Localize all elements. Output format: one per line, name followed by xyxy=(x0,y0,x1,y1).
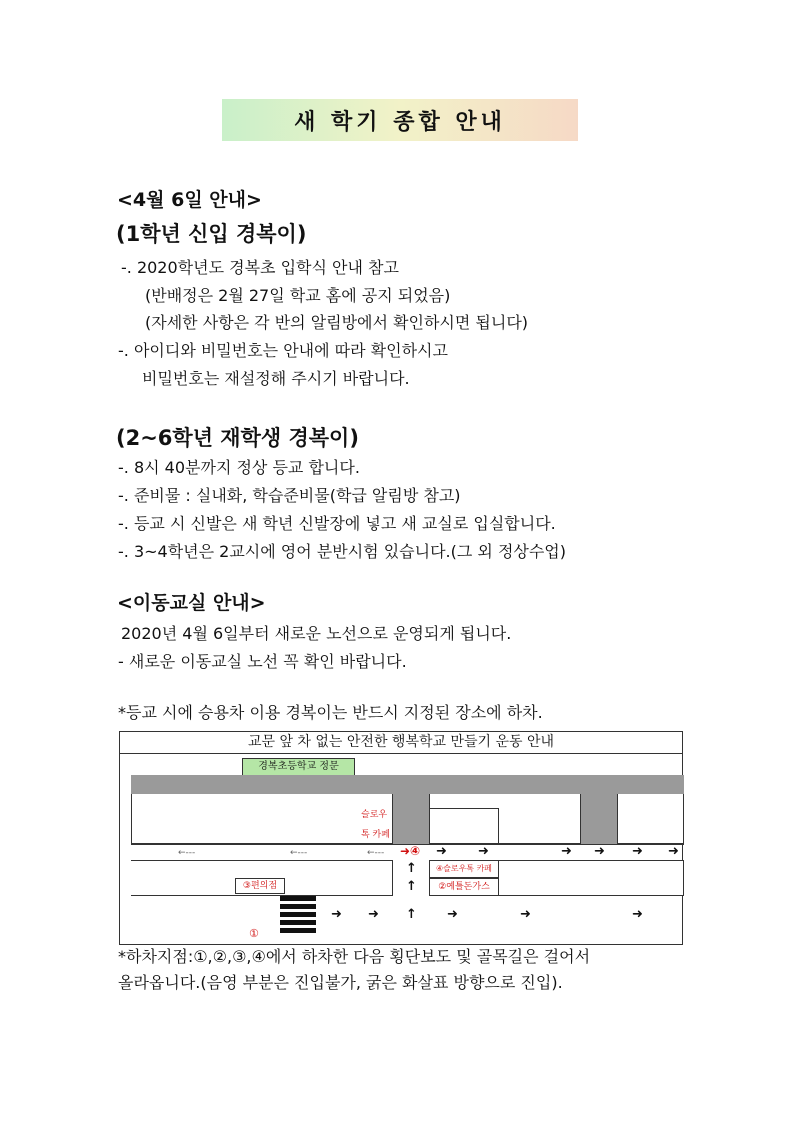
section1-heading: <4월 6일 안내> xyxy=(117,189,262,211)
school-gate: 경복초등학교 정문 xyxy=(242,758,355,776)
up-arrow-2: ↑ xyxy=(406,879,417,894)
bottom-right-arrow-1: ➜ xyxy=(331,907,342,922)
dropoff-map xyxy=(119,731,683,945)
page-title: 새 학기 종합 안내 xyxy=(222,99,578,141)
bottom-up-arrow: ↑ xyxy=(406,907,417,922)
car-note: *등교 시에 승용차 이용 경복이는 반드시 지정된 장소에 하차. xyxy=(118,703,543,722)
section3-line-2: - 새로운 이동교실 노선 꼭 확인 바랍니다. xyxy=(118,652,407,671)
restricted-road-top xyxy=(131,775,684,794)
restricted-road-vertical-2 xyxy=(580,794,617,844)
small-left-arrow-1: ←--- xyxy=(178,848,196,858)
cafe-label-2: 톡 카페 xyxy=(361,830,390,840)
bold-right-arrow-4: ➜ xyxy=(594,844,605,859)
building-block-right xyxy=(617,794,684,844)
section1-subheading: (1학년 신입 경복이) xyxy=(116,222,307,246)
bottom-right-arrow-4: ➜ xyxy=(520,907,531,922)
section2-line-3: -. 등교 시 신발은 새 학년 신발장에 넣고 새 교실로 입실합니다. xyxy=(118,514,556,533)
box-4-label: ④슬로우톡 카페 xyxy=(429,860,499,878)
section1-line-2: (반배정은 2월 27일 학교 홈에 공지 되었음) xyxy=(145,286,451,305)
bold-right-arrow-6: ➜ xyxy=(668,844,679,859)
dropoff-note-line-2: 올라옵니다.(음영 부분은 진입불가, 굵은 화살표 방향으로 진입). xyxy=(118,973,563,992)
box-2-label: ②예틀돈가스 xyxy=(429,878,499,896)
bottom-right-arrow-3: ➜ xyxy=(447,907,458,922)
small-left-arrow-2: ←--- xyxy=(290,848,308,858)
store-label: ③편의점 xyxy=(235,878,285,894)
dropoff-marker-1: ① xyxy=(249,927,259,940)
up-arrow-1: ↑ xyxy=(406,861,417,876)
cafe-label-1: 슬로우 xyxy=(361,810,388,820)
bottom-right-arrow-5: ➜ xyxy=(632,907,643,922)
section1-line-3: (자세한 사항은 각 반의 알림방에서 확인하시면 됩니다) xyxy=(145,313,529,332)
section2-subheading: (2~6학년 재학생 경복이) xyxy=(116,426,359,450)
bold-right-arrow-2: ➜ xyxy=(478,844,489,859)
dropoff-note-line-1: *하차지점:①,②,③,④에서 하차한 다음 횡단보도 및 골목길은 걸어서 xyxy=(118,947,591,966)
small-left-arrow-3: ←--- xyxy=(367,848,385,858)
section1-line-4: -. 아이디와 비밀번호는 안내에 따라 확인하시고 xyxy=(118,341,448,360)
section3-line-1: 2020년 4월 6일부터 새로운 노선으로 운영되게 됩니다. xyxy=(121,624,512,643)
bold-right-arrow-5: ➜ xyxy=(632,844,643,859)
section2-line-1: -. 8시 40분까지 정상 등교 합니다. xyxy=(118,458,360,477)
section3-heading: <이동교실 안내> xyxy=(117,592,266,614)
building-block-left xyxy=(131,794,393,844)
building-small xyxy=(429,808,499,844)
dropoff-marker-4: ➜④ xyxy=(400,844,421,858)
bottom-right-arrow-2: ➜ xyxy=(368,907,379,922)
crosswalk xyxy=(280,896,316,933)
section1-line-5: 비밀번호는 재설정해 주시기 바랍니다. xyxy=(142,369,410,388)
section2-line-4: -. 3~4학년은 2교시에 영어 분반시험 있습니다.(그 외 정상수업) xyxy=(118,542,567,561)
map-title: 교문 앞 차 없는 안전한 행복학교 만들기 운동 안내 xyxy=(120,732,682,754)
section2-line-2: -. 준비물 : 실내화, 학습준비물(학급 알림방 참고) xyxy=(118,486,461,505)
bold-right-arrow-3: ➜ xyxy=(561,844,572,859)
bold-right-arrow-1: ➜ xyxy=(436,844,447,859)
restricted-road-vertical-1 xyxy=(392,794,429,844)
section1-line-1: -. 2020학년도 경복초 입학식 안내 참고 xyxy=(121,258,399,277)
